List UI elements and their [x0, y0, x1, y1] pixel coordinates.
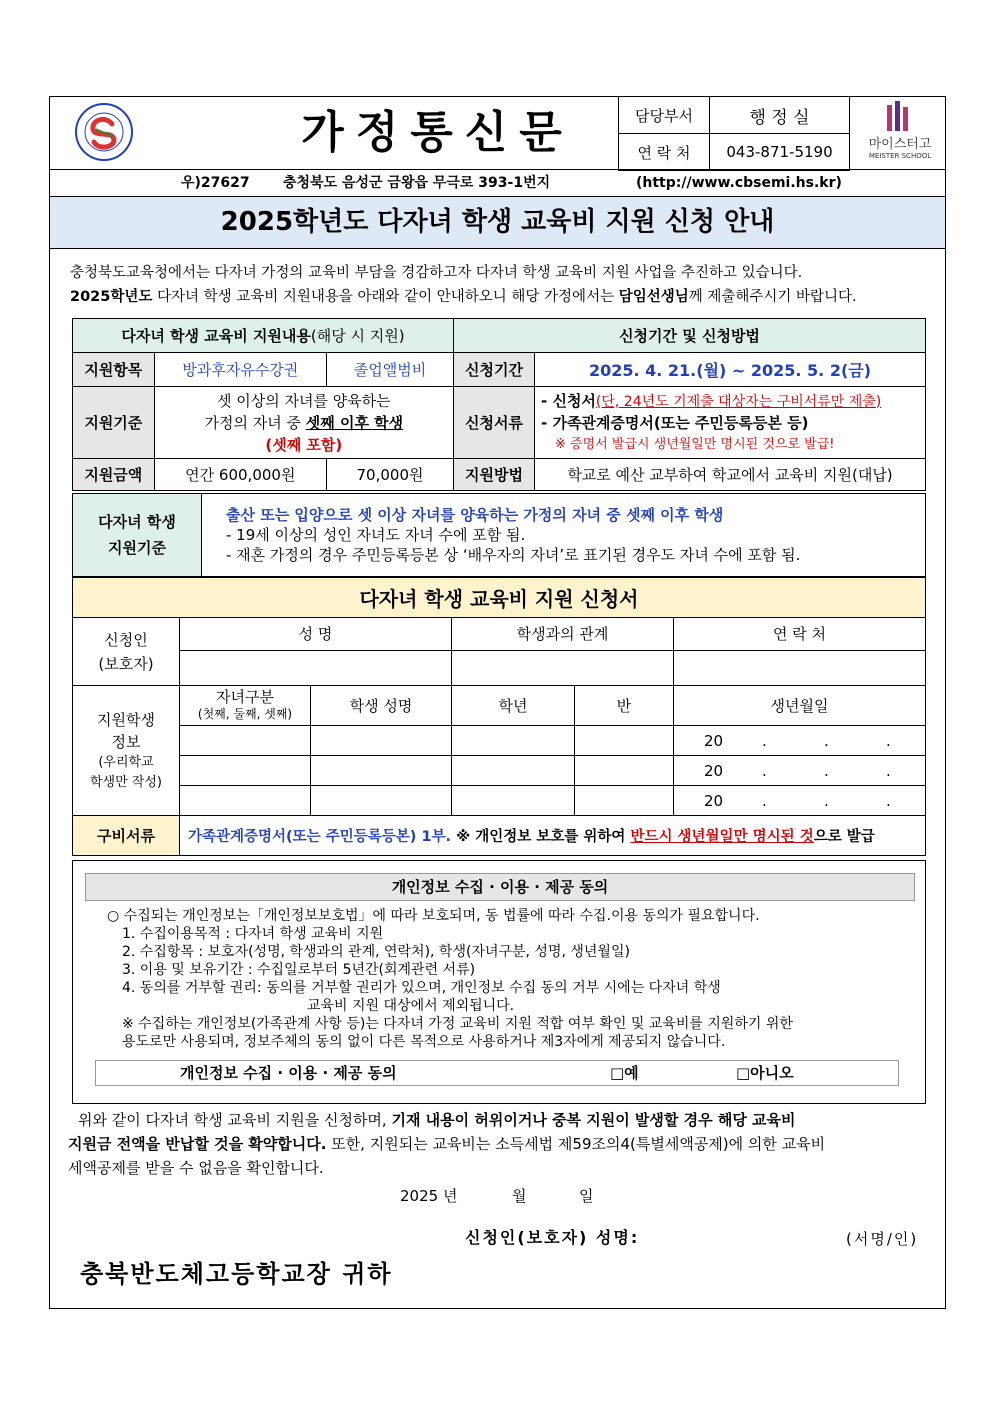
- address-text: 충청북도 음성군 금왕읍 무극로 393-1번지: [283, 175, 551, 191]
- criteria-box-line-1: 출산 또는 입양으로 셋 이상 자녀를 양육하는 가정의 자녀 중 셋째 이후 학생: [226, 506, 724, 524]
- docs-line-3: ※ 증명서 발급시 생년월일만 명시된 것으로 발급!: [555, 436, 835, 452]
- meister-sub: MEISTER SCHOOL: [868, 152, 932, 160]
- form-docs-b: ※ 개인정보 보호를 위하여: [451, 829, 631, 845]
- consent-label: 개인정보 수집 · 이용 · 제공 동의: [180, 1064, 397, 1082]
- consent-no-checkbox[interactable]: □아니오: [736, 1064, 794, 1082]
- period-label: 신청기간: [454, 353, 535, 387]
- birth-field-1[interactable]: 20 . . .: [674, 726, 926, 756]
- privacy-line-5b: 용도로만 사용되며, 정보주체의 동의 없이 다른 목적으로 사용하거나 제3자에게 제공되지 않습니다.: [122, 1034, 726, 1050]
- meister-icon: [883, 101, 917, 133]
- support-table: [72, 318, 926, 491]
- intro-end: 께 제출해주시기 바랍니다.: [688, 289, 857, 305]
- contact-label: 연 락 처: [619, 134, 710, 171]
- header-box: [49, 96, 946, 170]
- birth-field-2[interactable]: 20 . . .: [674, 756, 926, 786]
- privacy-line-3: 3. 이용 및 보유기간 : 수집일로부터 5년간(회계관련 서류): [122, 962, 476, 978]
- col-applicant-name: 성 명: [180, 618, 452, 651]
- page-title: 가정통신문: [301, 107, 574, 158]
- class-field-3[interactable]: [575, 786, 674, 816]
- doc-title: 2025학년도 다자녀 학생 교육비 지원 신청 안내: [220, 207, 775, 237]
- child-order-field-2[interactable]: [180, 756, 311, 786]
- period-value: 2025. 4. 21.(월) ~ 2025. 5. 2(금): [535, 353, 926, 387]
- form-docs-a: 가족관계증명서(또는 주민등록등본) 1부.: [188, 829, 452, 845]
- docs-line-1a: - 신청서: [541, 391, 596, 410]
- method-label: 지원방법: [454, 459, 535, 491]
- col-grade: 학년: [452, 686, 575, 726]
- form-docs-d: 으로 발급: [813, 829, 875, 845]
- support-head-left-note: (해당 시 지원): [310, 327, 405, 345]
- applicant-relation-field[interactable]: [452, 651, 674, 686]
- intro-year: 2025학년도: [70, 289, 153, 305]
- date-line: [400, 1185, 700, 1207]
- date-day: 일: [579, 1187, 594, 1205]
- class-field-1[interactable]: [575, 726, 674, 756]
- child-order-field-3[interactable]: [180, 786, 311, 816]
- student-label-3: (우리학교: [98, 754, 154, 770]
- privacy-line-4: 4. 동의를 거부할 권리: 동의를 거부할 권리가 있으며, 개인정보 수집 동의 거부 시에는 다자녀 학생: [122, 980, 721, 996]
- table-row: [73, 726, 926, 756]
- intro-teacher: 담임선생님: [618, 289, 689, 305]
- intro-line-1: 충청북도교육청에서는 다자녀 가정의 교육비 부담을 경감하고자 다자녀 학생 교육비 지원 사업을 추진하고 있습니다.: [70, 265, 803, 281]
- col-student-name: 학생 성명: [311, 686, 452, 726]
- col-relation: 학생과의 관계: [452, 618, 674, 651]
- pledge-line-1b: 기재 내용이 허위이거나 중복 지원이 발생할 경우 해당 교육비: [391, 1111, 796, 1129]
- support-head-left: [73, 319, 454, 353]
- privacy-line-0: ○ 수집되는 개인정보는「개인정보보호법」에 따라 보호되며, 동 법률에 따라 수집.이용 동의가 필요합니다.: [107, 908, 760, 924]
- amount-afterschool: 연간 600,000원: [154, 459, 326, 491]
- pledge-text: [68, 1108, 928, 1180]
- criteria-line-2: [155, 412, 453, 434]
- signer-label: 신청인(보호자) 성명:: [465, 1228, 640, 1247]
- address-bar: [49, 169, 946, 197]
- pledge-line-2a: 지원금 전액을 반납할 것을 확약합니다.: [68, 1135, 327, 1153]
- docs-line-2: - 가족관계증명서(또는 주민등록등본 등): [541, 413, 809, 432]
- contact-value: 043-871-5190: [710, 134, 850, 171]
- postal-code: 우)27627: [181, 175, 250, 191]
- table-row: [73, 756, 926, 786]
- privacy-line-4b: 교육비 지원 대상에서 제외됩니다.: [307, 998, 515, 1014]
- item-label: 지원항목: [73, 353, 155, 387]
- col-child-order-sub: (첫째, 둘째, 셋째): [197, 706, 293, 721]
- criteria-line-2b: 셋째 이후 학생: [305, 413, 404, 432]
- method-value: 학교로 예산 교부하여 학교에서 교육비 지원(대납): [535, 459, 926, 491]
- amount-album: 70,000원: [326, 459, 453, 491]
- col-contact: 연 락 처: [674, 618, 926, 651]
- pledge-line-2: [68, 1132, 928, 1156]
- privacy-title: 개인정보 수집 · 이용 · 제공 동의: [85, 873, 915, 901]
- support-head-right: 신청기간 및 신청방법: [454, 319, 926, 353]
- col-class: 반: [575, 686, 674, 726]
- child-order-field-1[interactable]: [180, 726, 311, 756]
- meister-name: 마이스터고: [868, 137, 932, 152]
- birth-field-3[interactable]: 20 . . .: [674, 786, 926, 816]
- form-docs-label: 구비서류: [73, 816, 180, 856]
- dept-label: 담당부서: [619, 97, 710, 134]
- application-form: [72, 577, 926, 856]
- item-album: 졸업앨범비: [326, 353, 453, 387]
- amount-label: 지원금액: [73, 459, 155, 491]
- docs-line-1b: (단, 24년도 기제출 대상자는 구비서류만 제출): [595, 393, 882, 410]
- privacy-text: [107, 907, 907, 1051]
- applicant-label-2: (보호자): [98, 654, 154, 673]
- privacy-line-1: 1. 수집이용목적 : 다자녀 학생 교육비 지원: [122, 926, 384, 942]
- sign-hint: (서명/인): [846, 1230, 919, 1248]
- pledge-line-3: 세액공제를 받을 수 없음을 확인합니다.: [68, 1159, 324, 1177]
- criteria-label: 지원기준: [73, 387, 155, 459]
- criteria-line-2a: 가정의 자녀 중: [204, 413, 306, 432]
- privacy-line-5: ※ 수집하는 개인정보(가족관계 사항 등)는 다자녀 가정 교육비 지원 적합 여부 확인 및 교육비를 지원하기 위한: [122, 1016, 793, 1032]
- doc-title-bar: [49, 197, 946, 249]
- grade-field-2[interactable]: [452, 756, 575, 786]
- criteria-box-line-3: - 재혼 가정의 경우 주민등록등본 상 ‘배우자의 자녀’로 표기된 경우도 자녀 수에 포함 됨.: [226, 546, 801, 564]
- school-logo: [66, 102, 142, 162]
- birth-prefix-1: 20: [704, 732, 724, 750]
- pledge-line-1: [68, 1108, 928, 1132]
- privacy-line-2: 2. 수집항목 : 보호자(성명, 학생과의 관계, 연락처), 학생(자녀구분, 성명, 생년월일): [122, 944, 630, 960]
- criteria-box-label: [73, 494, 202, 577]
- form-title: 다자녀 학생 교육비 지원 신청서: [73, 578, 926, 618]
- dept-value: 행 정 실: [710, 97, 850, 134]
- date-year: 2025 년: [400, 1187, 458, 1205]
- student-label-1: 지원학생: [97, 710, 155, 729]
- school-url[interactable]: (http://www.cbsemi.hs.kr): [636, 175, 842, 191]
- applicant-label: [73, 618, 180, 686]
- col-child-order-label: 자녀구분: [216, 687, 274, 706]
- intro-line-2: [70, 285, 940, 309]
- criteria-line-3: (셋째 포함): [265, 435, 343, 454]
- support-head-left-bold: 다자녀 학생 교육비 지원내용: [121, 327, 311, 345]
- criteria-box-label-1: 다자녀 학생: [98, 513, 176, 531]
- criteria-box-line-2: - 19세 이상의 성인 자녀도 자녀 수에 포함 됨.: [226, 526, 526, 544]
- applicant-label-1: 신청인: [104, 630, 148, 649]
- criteria-box-label-2: 지원기준: [108, 539, 166, 557]
- student-name-field-3[interactable]: [311, 786, 452, 816]
- criteria-line-1: 셋 이상의 자녀를 양육하는: [216, 391, 391, 410]
- class-field-2[interactable]: [575, 756, 674, 786]
- criteria-box: [72, 493, 926, 577]
- criteria-box-content: [202, 494, 926, 577]
- meister-logo: [860, 101, 940, 167]
- form-docs-value: [180, 816, 926, 856]
- intro-text: [70, 261, 940, 309]
- privacy-box: [72, 860, 926, 1104]
- pledge-line-2b: 또한, 지원되는 교육비는 소득세법 제59조의4(특별세액공제)에 의한 교육비: [326, 1135, 826, 1153]
- birth-prefix-2: 20: [704, 762, 724, 780]
- student-label-4: 학생만 작성): [90, 774, 162, 790]
- form-docs-c: 반드시 생년월일만 명시된 것: [630, 829, 814, 845]
- intro-mid: 다자녀 학생 교육비 지원내용을 아래와 같이 안내하오니 해당 가정에서는: [152, 289, 619, 305]
- consent-yes-checkbox[interactable]: □예: [610, 1064, 639, 1082]
- date-month: 월: [512, 1187, 527, 1205]
- col-child-order: [180, 686, 311, 726]
- criteria-cell: [154, 387, 453, 459]
- grade-field-3[interactable]: [452, 786, 575, 816]
- docs-cell: [535, 387, 926, 459]
- student-label-2: 정보: [111, 732, 141, 751]
- grade-field-1[interactable]: [452, 726, 575, 756]
- student-name-field-2[interactable]: [311, 756, 452, 786]
- applicant-contact-field[interactable]: [674, 651, 926, 686]
- birth-prefix-3: 20: [704, 792, 724, 810]
- docs-label: 신청서류: [454, 387, 535, 459]
- table-row: [73, 786, 926, 816]
- student-name-field-1[interactable]: [311, 726, 452, 756]
- docs-line-1: [541, 391, 925, 413]
- applicant-name-field[interactable]: [180, 651, 452, 686]
- consent-row: [95, 1060, 899, 1086]
- recipient: 충북반도체고등학교장 귀하: [80, 1260, 393, 1288]
- student-label: [73, 686, 180, 816]
- pledge-line-1a: 위와 같이 다자녀 학생 교육비 지원을 신청하며,: [78, 1111, 392, 1129]
- col-birth: 생년월일: [674, 686, 926, 726]
- item-afterschool: 방과후자유수강권: [154, 353, 326, 387]
